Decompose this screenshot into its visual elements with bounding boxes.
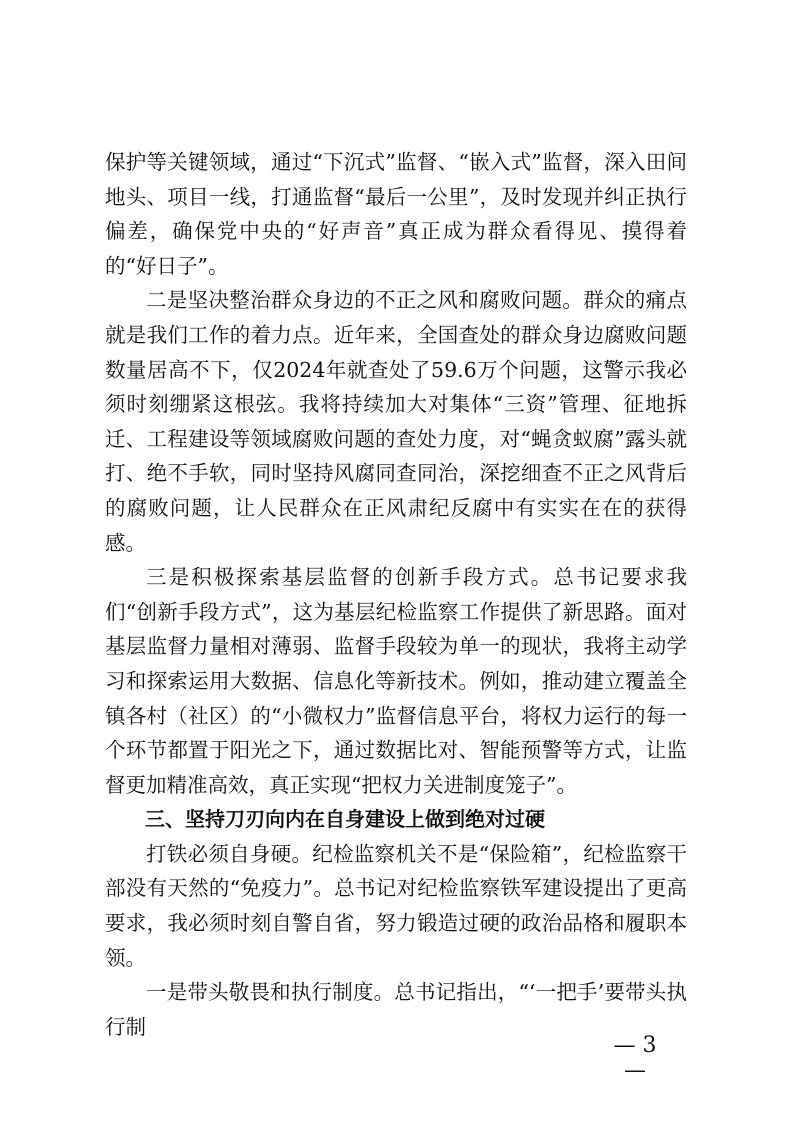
body-paragraph: 打铁必须自身硬。纪检监察机关不是“保险箱”，纪检监察干部没有天然的“免疫力”。总书记对纪检监察铁军建设提出了更高要求，我必须时刻自警自省，努力锻造过硬的政治品格和履职本领。	[105, 841, 687, 970]
body-paragraph: 保护等关键领域，通过“下沉式”监督、“嵌入式”监督，深入田间地头、项目一线，打通监督“最后一公里”，及时发现并纠正执行偏差，确保党中央的“好声音”真正成为群众看得见、摸得着的“好日子”。	[105, 150, 687, 278]
document-body	[105, 145, 687, 1044]
page-number: — 3 —	[613, 1033, 657, 1083]
body-paragraph: 一是带头敬畏和执行制度。总书记指出，“‘一把手’要带头执行制	[105, 980, 687, 1039]
body-paragraph: 三是积极探索基层监督的创新手段方式。总书记要求我们“创新手段方式”，这为基层纪检监察工作提供了新思路。面对基层监督力量相对薄弱、监督手段较为单一的现状，我将主动学习和探索运用大数据、信息化等新技术。例如，推动建立覆盖全镇各村（社区）的“小微权力”监督信息平台，将权力运行的每一个环节都置于阳光之下，通过数据比对、智能预警等方式，让监督更加精准高效，真正实现“把权力关进制度笼子”。	[105, 565, 687, 797]
body-paragraph: 二是坚决整治群众身边的不正之风和腐败问题。群众的痛点就是我们工作的着力点。近年来，全国查处的群众身边腐败问题数量居高不下，仅2024年就查处了59.6万个问题，这警示我必须时刻绷紧这根弦。我将持续加大对集体“三资”管理、征地拆迁、工程建设等领域腐败问题的查处力度，对“蝇贪蚁腐”露头就打、绝不手软，同时坚持风腐同查同治，深挖细查不正之风背后的腐败问题，让人民群众在正风肃纪反腐中有实实在在的获得感。	[105, 288, 687, 555]
section-heading: 三、坚持刀刃向内在自身建设上做到绝对过硬	[145, 807, 545, 832]
